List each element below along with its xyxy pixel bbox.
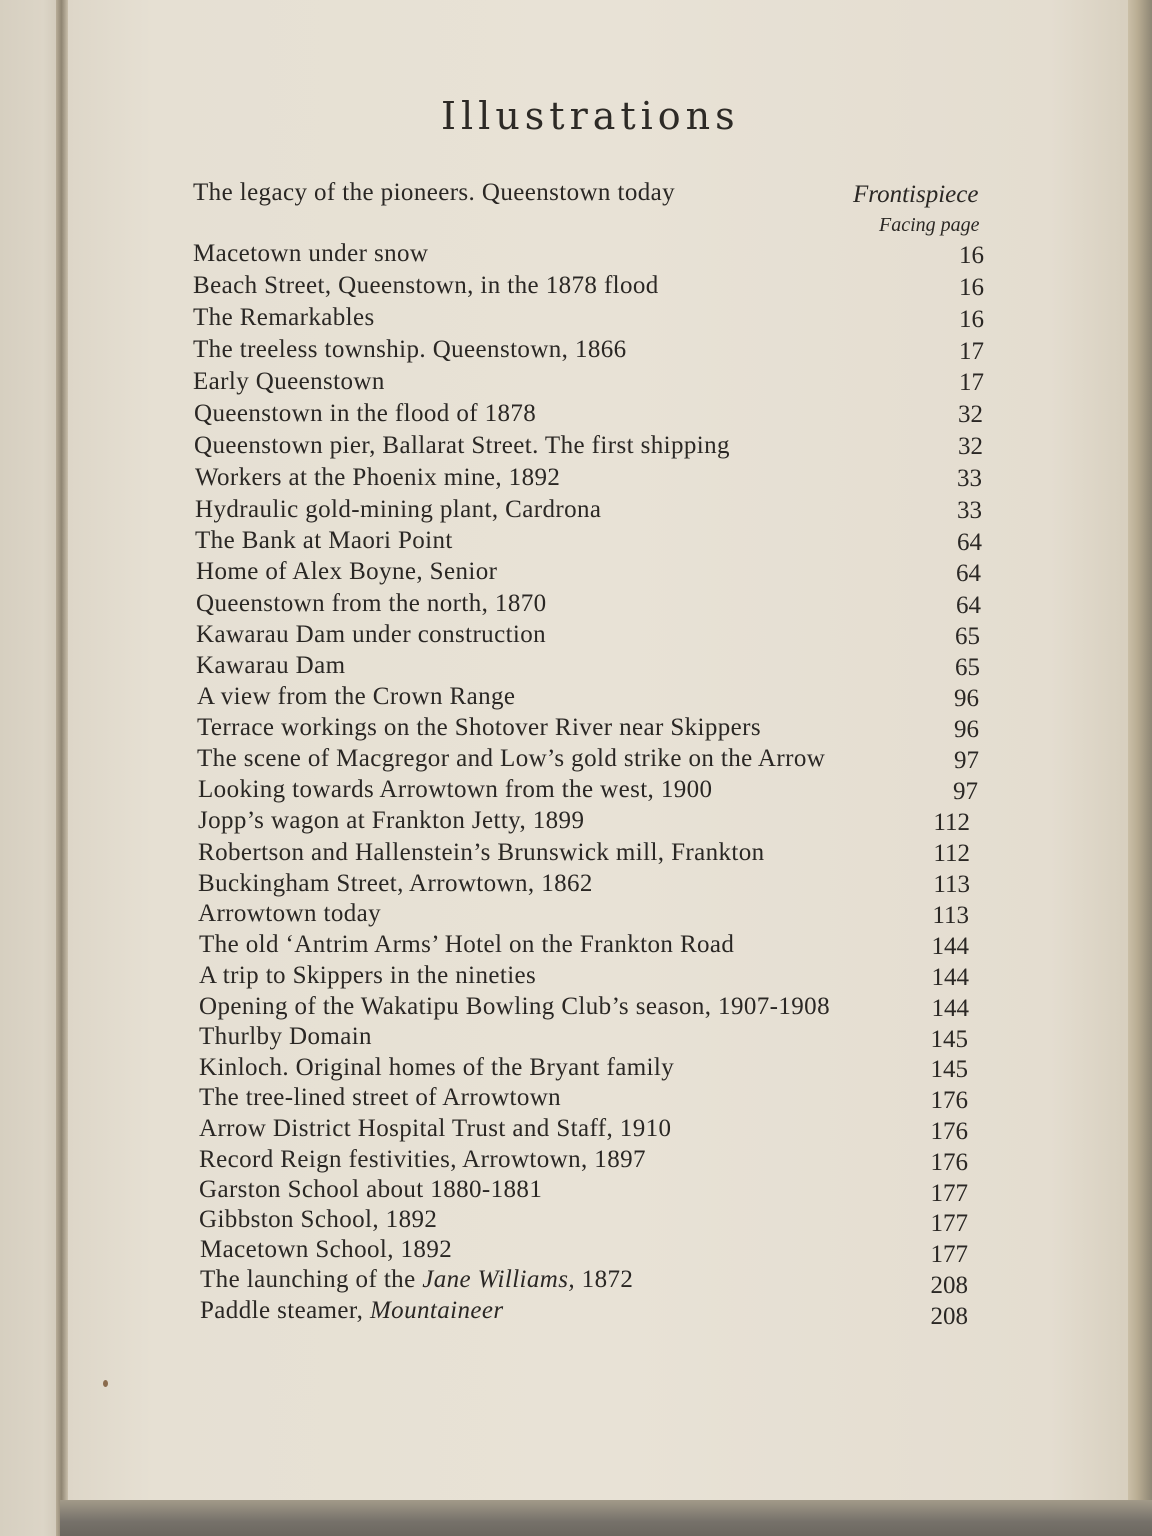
list-item-title: Thurlby Domain [199, 1023, 372, 1050]
right-page-edge [1128, 0, 1152, 1536]
list-item-title: Robertson and Hallenstein’s Brunswick mill, Frankton [198, 839, 765, 866]
list-item-page: 177 [930, 1210, 968, 1237]
list-item-title: Macetown under snow [193, 240, 429, 267]
ship-name: Jane Williams, [422, 1266, 576, 1293]
list-item-title: The Bank at Maori Point [195, 527, 453, 554]
list-item-title: Queenstown from the north, 1870 [196, 590, 547, 617]
list-item-page: 208 [930, 1272, 968, 1299]
list-item-page: 17 [959, 338, 984, 365]
list-item-title: A view from the Crown Range [197, 683, 516, 710]
list-item-page: 176 [930, 1087, 968, 1114]
list-item-title: The old ‘Antrim Arms’ Hotel on the Frankton Road [199, 931, 735, 958]
list-item-page: 112 [933, 809, 970, 836]
list-item-page: 96 [954, 716, 979, 743]
bottom-shadow [60, 1500, 1152, 1536]
list-item-title: The treeless township. Queenstown, 1866 [193, 336, 627, 363]
list-item-title: Beach Street, Queenstown, in the 1878 flood [193, 272, 659, 299]
list-item-title: Kawarau Dam [196, 652, 346, 679]
list-item-page: 112 [933, 840, 970, 867]
list-item-title: Garston School about 1880-1881 [199, 1176, 543, 1203]
list-item-page: 177 [930, 1180, 968, 1207]
list-item-page: 145 [930, 1026, 968, 1053]
list-item-title: A trip to Skippers in the nineties [199, 962, 537, 989]
previous-page-edge [0, 0, 62, 1536]
list-item-page: 33 [957, 465, 982, 492]
list-item-title: Paddle steamer, Mountaineer [200, 1297, 504, 1324]
book-gutter [56, 0, 68, 1536]
frontispiece-label: Frontispiece [853, 181, 979, 208]
list-item-page: 96 [954, 685, 979, 712]
list-item-page: 113 [933, 871, 970, 898]
list-item-title: Buckingham Street, Arrowtown, 1862 [198, 870, 593, 897]
list-item-page: 97 [954, 747, 979, 774]
list-item-page: 32 [958, 401, 983, 428]
list-item-page: 17 [959, 369, 984, 396]
facing-page-label: Facing page [879, 214, 980, 236]
list-item-title: Looking towards Arrowtown from the west, 1900 [198, 776, 713, 803]
list-item-page: 65 [955, 623, 980, 650]
list-item-page: 176 [930, 1149, 968, 1176]
list-item-page: 65 [955, 654, 980, 681]
list-item-page: 64 [956, 560, 981, 587]
list-item-page: 113 [932, 902, 969, 929]
list-item-page: 144 [931, 995, 969, 1022]
list-item-page: 97 [953, 778, 978, 805]
page-heading: Illustrations [441, 94, 740, 138]
list-item-title: Gibbston School, 1892 [199, 1206, 438, 1233]
ship-name: Mountaineer [369, 1297, 504, 1324]
list-item-title: Kawarau Dam under construction [196, 621, 547, 648]
list-item-title: Workers at the Phoenix mine, 1892 [195, 464, 561, 491]
list-item-title: Queenstown pier, Ballarat Street. The first shipping [194, 432, 730, 459]
list-item-page: 208 [930, 1303, 968, 1330]
list-item-page: 64 [957, 529, 982, 556]
list-item-title: The tree-lined street of Arrowtown [199, 1084, 562, 1111]
list-item-page: 144 [931, 933, 969, 960]
list-item-title: Record Reign festivities, Arrowtown, 1897 [199, 1146, 646, 1173]
list-item-title: The Remarkables [193, 304, 375, 331]
list-item-page: 144 [931, 964, 969, 991]
list-item-page: 16 [959, 306, 984, 333]
list-item-page: 33 [957, 497, 982, 524]
list-item-title: Opening of the Wakatipu Bowling Club’s season, 1907-1908 [199, 993, 830, 1020]
list-item-title: Queenstown in the flood of 1878 [194, 400, 537, 427]
list-item-title: Arrow District Hospital Trust and Staff, 1910 [199, 1115, 672, 1142]
list-item-page: 32 [958, 433, 983, 460]
frontispiece-title: The legacy of the pioneers. Queenstown today [193, 179, 676, 206]
list-item-page: 64 [956, 592, 981, 619]
list-item-title: Early Queenstown [193, 368, 385, 395]
list-item-title: Terrace workings on the Shotover River near Skippers [197, 714, 762, 741]
list-item-page: 177 [930, 1241, 968, 1268]
list-item-page: 16 [959, 274, 984, 301]
paper-speck [103, 1380, 108, 1387]
list-item-title: Jopp’s wagon at Frankton Jetty, 1899 [198, 807, 585, 834]
list-item-title: The launching of the Jane Williams, 1872 [200, 1266, 634, 1293]
list-item-title: Home of Alex Boyne, Senior [196, 558, 498, 585]
list-item-page: 145 [930, 1056, 968, 1083]
list-item-page: 16 [959, 242, 984, 269]
list-item-title: The scene of Macgregor and Low’s gold strike on the Arrow [197, 745, 826, 772]
list-item-title: Hydraulic gold-mining plant, Cardrona [195, 496, 602, 523]
list-item-title: Arrowtown today [198, 900, 382, 927]
list-item-title: Macetown School, 1892 [200, 1236, 453, 1263]
list-item-page: 176 [930, 1118, 968, 1145]
list-item-title: Kinloch. Original homes of the Bryant family [199, 1054, 675, 1081]
